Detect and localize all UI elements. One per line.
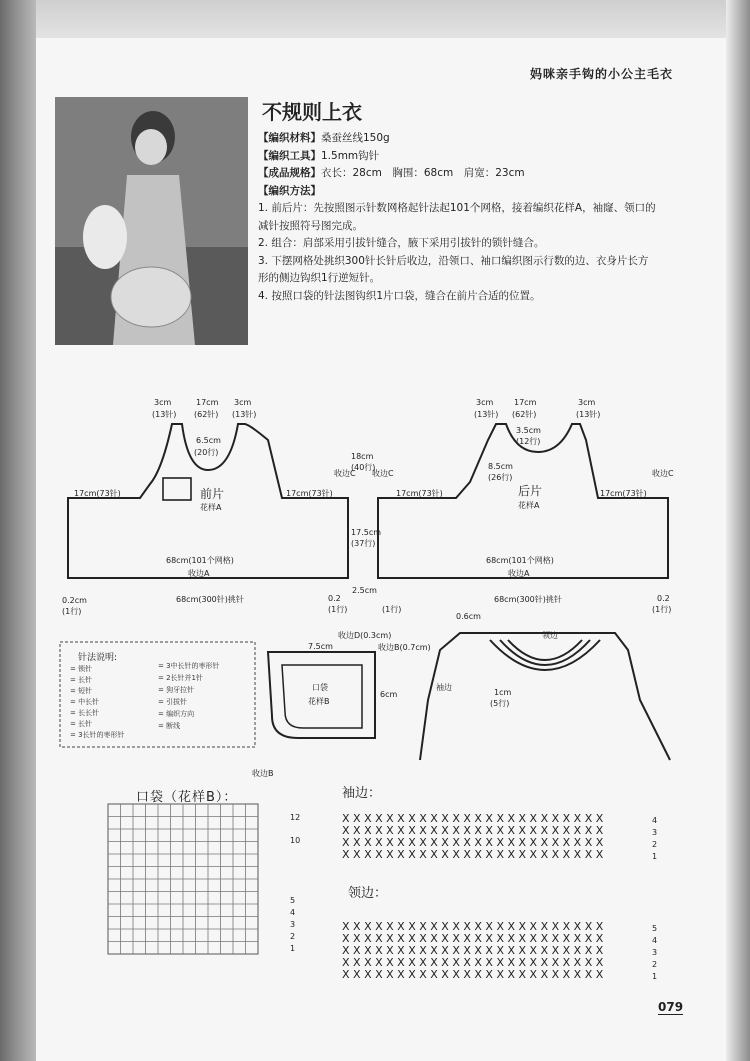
sleeve-edge-row: 4 [652,816,658,825]
x-stitch-row: X X X X X X X X X X X X X X X X X X X X X X X X [342,920,604,933]
materials-value: 桑蚕丝线150g [321,132,390,144]
sleeve-edge-row: 2 [652,840,658,849]
step-line: 减针按照符号图完成。 [258,219,363,232]
back-neck-depth-rows: (12行) [516,437,541,446]
x-stitch-row: X X X X X X X X X X X X X X X X X X X X X X X X [342,836,604,849]
sleeve-edge-title: 袖边： [342,786,382,801]
back-pattern-label: 花样A [518,501,540,510]
front-shoulder-left-rows: (13针) [152,410,177,419]
front-neck-depth: 6.5cm [196,436,221,445]
legend-left-list [70,664,125,741]
pocket-height: 6cm [380,690,398,699]
pocket-edge-d2: 收边B(0.7cm) [378,643,431,652]
method-label: 【编织方法】 [258,184,321,197]
back-shoulder-left: 3cm [476,398,494,407]
back-edge-a: 收边A [508,569,530,578]
size-label: 【成品规格】 [258,167,321,179]
front-shoulder-right-rows: (13针) [232,410,257,419]
pocket-width: 7.5cm [308,642,333,651]
size-value: 衣长：28cm 胸围：68cm 肩宽：23cm [321,167,525,179]
step-line: 2. 组合：肩部采用引拔针缝合，腋下采用引拔针的锁针缝合。 [258,237,545,249]
materials-label: 【编织材料】 [258,132,321,144]
x-stitch-row: X X X X X X X X X X X X X X X X X X X X X X X X [342,812,604,825]
front-hem-mid-rows: (1行) [328,605,348,614]
legend-item: = 引拔针 [158,698,188,706]
front-hem-mid2-rows: (1行) [382,605,402,614]
neck-trim-depth-rows: (5行) [490,699,510,708]
front-armhole-left: 17cm(73针) [74,489,121,498]
collar-edge-row: 2 [652,960,658,969]
front-hem-mid-h: 0.2 [328,594,341,603]
x-stitch-row: X X X X X X X X X X X X X X X X X X X X X X X X [342,824,604,837]
legend-item: = 3中长针的枣形针 [158,662,220,670]
front-width: 68cm(101个网格) [166,556,234,565]
pocket-chart-row-10: 10 [290,836,301,845]
x-stitch-row: X X X X X X X X X X X X X X X X X X X X X X X X [342,848,604,861]
back-hem-right-rows: (1行) [652,605,672,614]
pocket-chart-edge: 收边B [252,769,274,778]
back-shoulder-right-rows: (13针) [576,410,601,419]
back-armhole-mid: 8.5cm [488,462,513,471]
front-neck-width: 17cm [196,398,219,407]
collar-edge-row: 1 [652,972,658,981]
step-line: 形的侧边钩织1行逆短针。 [258,272,381,284]
front-neck-depth-rows: (20行) [194,448,219,457]
neck-trim-depth: 1cm [494,688,512,697]
x-stitch-row: X X X X X X X X X X X X X X X X X X X X X X X X [342,944,604,957]
pocket-edge-d1: 收边D(0.3cm) [338,631,392,640]
front-edge-c-right: 收边C [372,469,394,478]
pocket-chart-row-3: 3 [290,920,296,929]
front-armhole-right: 17cm(73针) [286,489,333,498]
tools-value: 1.5mm钩针 [321,149,380,162]
x-stitch-row: X X X X X X X X X X X X X X X X X X X X X X X X [342,968,604,981]
front-body-height-rows: (37行) [351,539,376,548]
back-armhole-mid-rows: (26行) [488,473,513,482]
pocket-chart-row-5: 5 [290,896,296,905]
pocket-chart-row-4: 4 [290,908,296,917]
legend-item: = 狗牙拉针 [158,686,195,694]
pattern-title: 不规则上衣 [262,100,362,124]
back-width: 68cm(101个网格) [486,556,554,565]
collar-edge-row: 3 [652,948,658,957]
front-hem: 68cm(300针)挑针 [176,595,244,604]
back-hem: 68cm(300针)挑针 [494,595,562,604]
legend-item: = 中长针 [70,698,100,706]
front-edge-a: 收边A [188,569,210,578]
sleeve-edge-row: 3 [652,828,658,837]
legend-item: = 编织方向 [158,710,195,718]
front-body-height: 17.5cm [351,528,382,537]
front-height: 18cm [351,452,374,461]
front-neck-width-stitches: (62针) [194,410,219,419]
pocket-chart-grid [108,804,258,954]
sleeve-edge-row: 1 [652,852,658,861]
front-hem-mid2-h: 2.5cm [352,586,377,595]
collar-edge-row: 5 [652,924,658,933]
legend-item: = 长针 [70,676,93,684]
back-armhole-left: 17cm(73针) [396,489,443,498]
back-shoulder-left-rows: (13针) [474,410,499,419]
legend-item: = 锁针 [70,665,93,673]
front-piece-label: 前片 [200,487,225,501]
pocket-chart-title: 口袋（花样B）： [136,790,238,805]
step-line: 1. 前后片：先按照图示针数网格起针法起101个网格，接着编织花样A，袖窿、领口的 [258,202,656,214]
collar-edge-title: 领边： [348,886,388,901]
front-shoulder-left: 3cm [154,398,172,407]
legend-title: 针法说明: [78,653,118,663]
legend-item: = 长针 [70,720,93,728]
back-neck-depth: 3.5cm [516,426,541,435]
legend-item: = 短针 [70,687,93,695]
front-height-rows: (40行) [351,463,376,472]
front-hem-left-rows: (1行) [62,607,82,616]
front-shoulder-right: 3cm [234,398,252,407]
back-neck-width: 17cm [514,398,537,407]
back-shoulder-right: 3cm [578,398,596,407]
step-line: 4. 按照口袋的针法图钩织1片口袋，缝合在前片合适的位置。 [258,289,541,302]
armhole-trim-label: 袖边 [436,683,452,692]
pocket-pattern: 花样B [308,697,330,706]
back-armhole-right: 17cm(73针) [600,489,647,498]
pocket-chart-row-12: 12 [290,813,301,822]
back-edge-c: 收边C [652,469,674,478]
x-stitch-row: X X X X X X X X X X X X X X X X X X X X X X X X [342,956,604,969]
neck-trim-offset: 0.6cm [456,612,481,621]
back-hem-right-h: 0.2 [657,594,670,603]
legend-item: = 断线 [158,722,181,730]
page-number: 079 [658,1000,684,1014]
neck-trim-label: 领边 [542,631,558,640]
front-edge-c-left: 收边C [334,469,356,478]
tools-label: 【编织工具】 [258,149,321,162]
front-pattern-label: 花样A [200,503,222,512]
pocket-chart-row-1: 1 [290,944,296,953]
x-stitch-row: X X X X X X X X X X X X X X X X X X X X X X X X [342,932,604,945]
pocket-label: 口袋 [312,683,328,692]
legend-item: = 2长针并1针 [158,674,203,682]
legend-right-list [158,660,220,732]
book-title: 妈咪亲手钩的小公主毛衣 [530,67,674,81]
collar-edge-row: 4 [652,936,658,945]
pocket-outline [268,652,375,738]
neck-trim-outline [420,633,670,760]
legend-item: = 3长针的枣形针 [70,731,125,739]
step-line: 3. 下摆网格处挑织300针长针后收边，沿领口、袖口编织图示行数的边、衣身片长方 [258,254,649,267]
back-piece-label: 后片 [518,484,543,498]
pocket-chart-row-2: 2 [290,932,296,941]
front-hem-left-h: 0.2cm [62,596,87,605]
legend-item: = 长长针 [70,709,100,717]
back-neck-width-stitches: (62针) [512,410,537,419]
